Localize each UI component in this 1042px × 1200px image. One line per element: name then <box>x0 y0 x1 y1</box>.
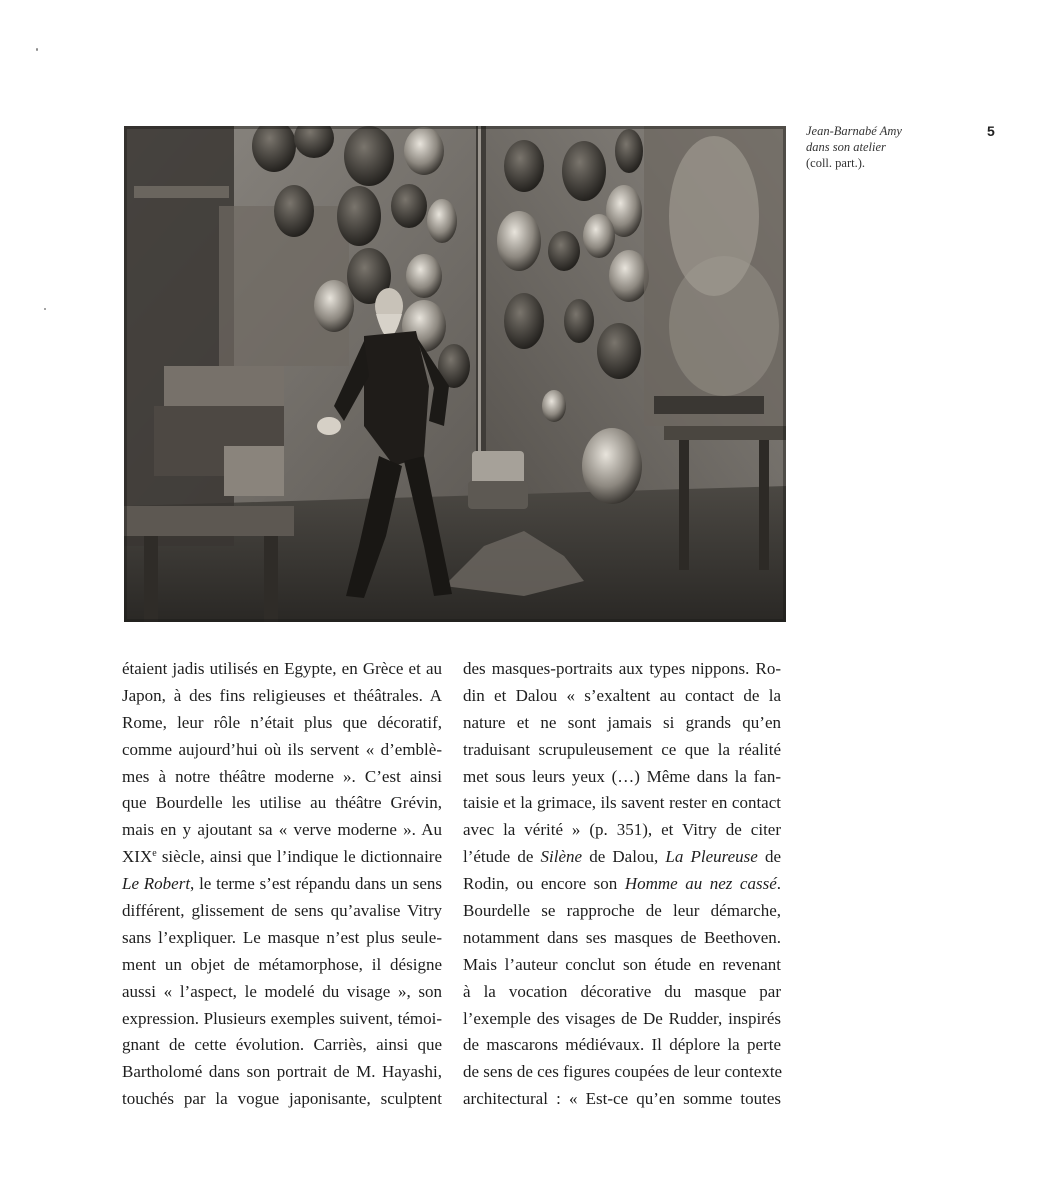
page-number: 5 <box>987 123 995 139</box>
text-line: mais en y ajoutant sa « verve moderne ». Au <box>122 820 442 840</box>
text-line: expression. Plusieurs exemples suivent, témoi- <box>122 1008 442 1028</box>
text-line: din et Dalou « s’exaltent au contact de la <box>463 685 781 705</box>
caption-line: dans son atelier <box>806 140 886 154</box>
italic-title: Le Robert <box>122 874 191 894</box>
text-line: taisie et la grimace, ils savent rester en contact <box>463 793 781 813</box>
text-line: ment un objet de métamorphose, il désigne <box>122 954 442 974</box>
text-fragment: de <box>757 847 782 867</box>
text-line: mes à notre théâtre moderne ». C’est ainsi <box>122 766 442 786</box>
caption-line: Jean-Barnabé Amy <box>806 124 902 138</box>
caption-line: (coll. part.). <box>806 156 866 170</box>
text-line: sans l’expliquer. Le masque n’est plus seule- <box>122 927 442 947</box>
text-line: l’exemple des visages de De Rudder, inspirés <box>463 1008 781 1028</box>
text-column-right <box>463 656 781 1113</box>
text-line: touchés par la vogue japonisante, sculptent <box>122 1089 442 1109</box>
text-line <box>122 871 442 898</box>
text-line <box>463 844 781 871</box>
text-line: met sous leurs yeux (…) Même dans la fan- <box>463 766 781 786</box>
superscript: e <box>152 848 157 860</box>
text-line: Bartholomé dans son portrait de M. Hayashi, <box>122 1062 442 1082</box>
text-line: que Bourdelle les utilise au théâtre Grévin, <box>122 793 442 813</box>
text-line: étaient jadis utilisés en Egypte, en Grèce et au <box>122 659 442 678</box>
photo-caption <box>806 123 936 171</box>
text-line: de sens de ces figures coupées de leur contexte <box>463 1062 783 1082</box>
text-column-left <box>122 656 442 1113</box>
text-line: nature et ne sont jamais si grands qu’en <box>463 712 781 732</box>
text-line: des masques-portraits aux types nippons. Ro- <box>463 659 781 678</box>
text-line: notamment dans ses masques de Beethoven. <box>463 927 781 947</box>
text-fragment: l’étude de <box>463 847 541 867</box>
text-line: architectural : « Est-ce qu’en somme toutes <box>463 1089 781 1109</box>
scan-speck <box>36 48 38 51</box>
text-fragment: , le terme s’est répandu dans un sens <box>190 874 442 894</box>
scan-speck <box>44 308 46 310</box>
italic-title: Homme au nez cassé <box>624 874 777 894</box>
studio-photograph <box>124 126 786 622</box>
text-line: Bourdelle se rapproche de leur démarche, <box>463 901 781 921</box>
text-line <box>122 844 442 871</box>
text-fragment: . <box>776 874 782 894</box>
text-line: Mais l’auteur conclut son étude en revenant <box>463 954 781 974</box>
text-line: gnant de cette évolution. Carriès, ainsi que <box>122 1035 442 1055</box>
text-line: comme aujourd’hui où ils servent « d’emblè- <box>122 739 442 759</box>
text-line <box>463 871 781 898</box>
text-fragment: de Dalou, <box>582 847 666 867</box>
text-line: de mascarons médiévaux. Il déplore la perte <box>463 1035 781 1055</box>
text-line: à la vocation décorative du masque par <box>463 981 781 1001</box>
text-fragment: siècle, ainsi que l’indique le dictionnaire <box>156 847 442 867</box>
text-line: avec la vérité » (p. 351), et Vitry de citer <box>463 820 781 840</box>
text-fragment: Rodin, ou encore son <box>463 874 625 894</box>
text-line: traduisant scrupuleusement ce que la réalité <box>463 739 781 759</box>
text-fragment: XIX <box>122 847 153 867</box>
text-line: Rome, leur rôle n’était plus que décoratif, <box>122 712 442 732</box>
italic-title: Silène <box>540 847 583 867</box>
text-line: aussi « l’aspect, le modelé du visage », son <box>122 981 442 1001</box>
text-line: Japon, à des fins religieuses et théâtrales. A <box>122 685 442 705</box>
italic-title: La Pleureuse <box>665 847 758 867</box>
text-line: différent, glissement de sens qu’avalise Vitry <box>122 901 442 921</box>
